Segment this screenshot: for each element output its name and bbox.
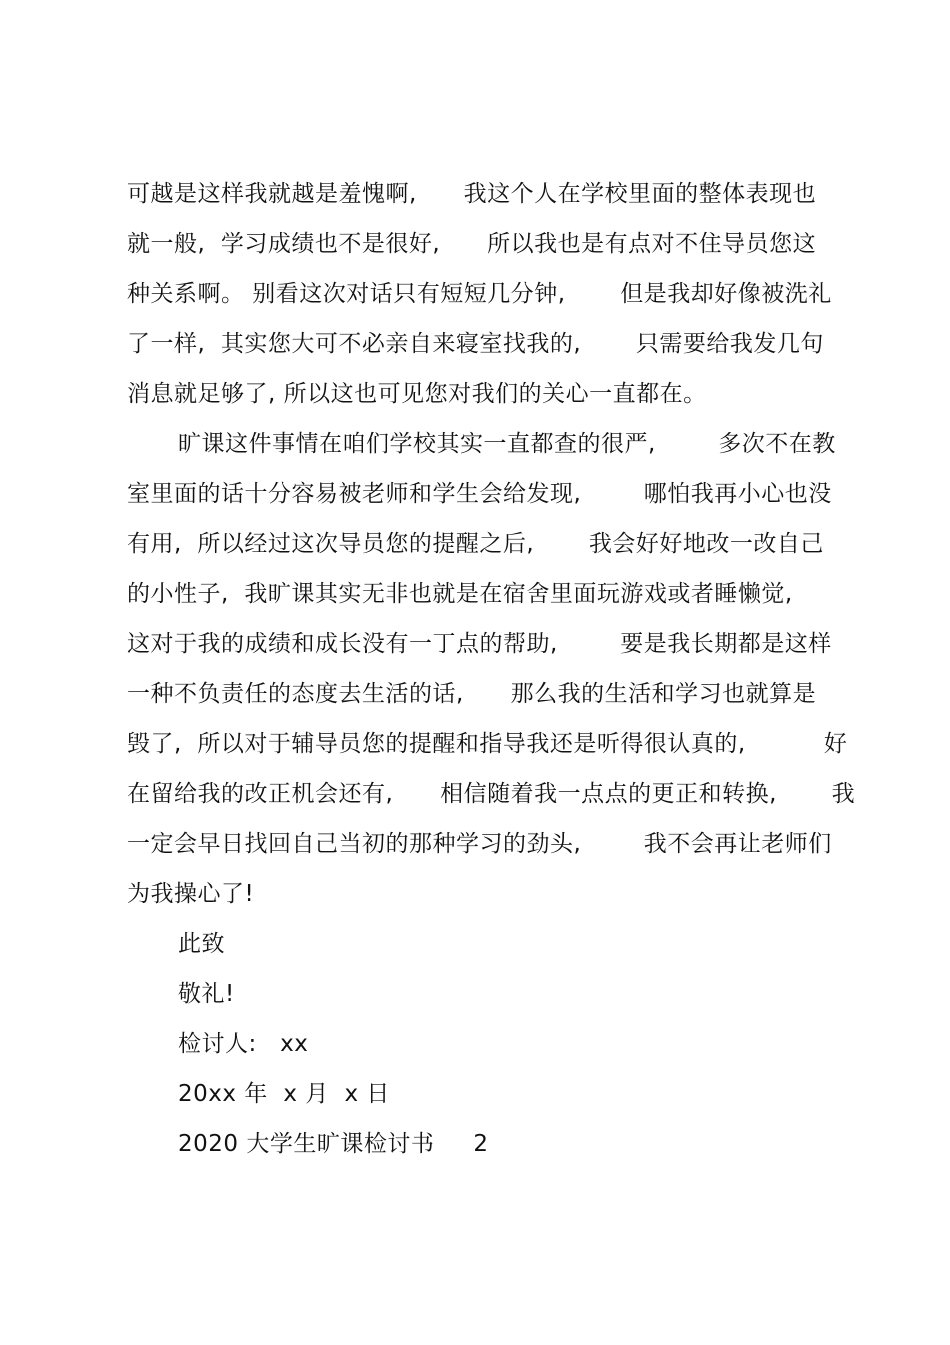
closing-text: 此致 bbox=[178, 931, 225, 957]
paragraph-line: 为我操心了! bbox=[127, 881, 255, 907]
paragraph-line: 一种不负责任的态度去生活的话, 那么我的生活和学习也就算是 bbox=[127, 681, 817, 707]
paragraph-line: 一定会早日找回自己当初的那种学习的劲头, 我不会再让老师们 bbox=[127, 831, 832, 857]
paragraph-line: 种关系啊。 别看这次对话只有短短几分钟, 但是我却好像被洗礼 bbox=[127, 281, 832, 307]
paragraph-line: 就一般, 学习成绩也不是很好, 所以我也是有点对不住导员您这 bbox=[127, 231, 817, 257]
paragraph-line: 的小性子, 我旷课其实无非也就是在宿舍里面玩游戏或者睡懒觉, bbox=[127, 581, 793, 607]
paragraph-line: 了一样, 其实您大可不必亲自来寝室找我的, 只需要给我发几句 bbox=[127, 331, 824, 357]
paragraph-line: 可越是这样我就越是羞愧啊, 我这个人在学校里面的整体表现也 bbox=[127, 181, 817, 207]
date-line: 20xx 年 x 月 x 日 bbox=[178, 1081, 390, 1107]
paragraph-line: 这对于我的成绩和成长没有一丁点的帮助, 要是我长期都是这样 bbox=[127, 631, 832, 657]
paragraph-line: 旷课这件事情在咱们学校其实一直都查的很严, 多次不在教 bbox=[178, 431, 836, 457]
paragraph-line: 有用, 所以经过这次导员您的提醒之后, 我会好好地改一改自己 bbox=[127, 531, 824, 557]
signer-line: 检讨人: xx bbox=[178, 1031, 309, 1057]
paragraph-line: 消息就足够了, 所以这也可见您对我们的关心一直都在。 bbox=[127, 381, 707, 407]
paragraph-line: 在留给我的改正机会还有, 相信随着我一点点的更正和转换, 我 bbox=[127, 781, 856, 807]
salute-text: 敬礼! bbox=[178, 981, 235, 1007]
paragraph-line: 毁了, 所以对于辅导员您的提醒和指导我还是听得很认真的, 好 bbox=[127, 731, 848, 757]
paragraph-line: 室里面的话十分容易被老师和学生会给发现, 哪怕我再小心也没 bbox=[127, 481, 832, 507]
next-section-title: 2020 大学生旷课检讨书 2 bbox=[178, 1131, 489, 1157]
